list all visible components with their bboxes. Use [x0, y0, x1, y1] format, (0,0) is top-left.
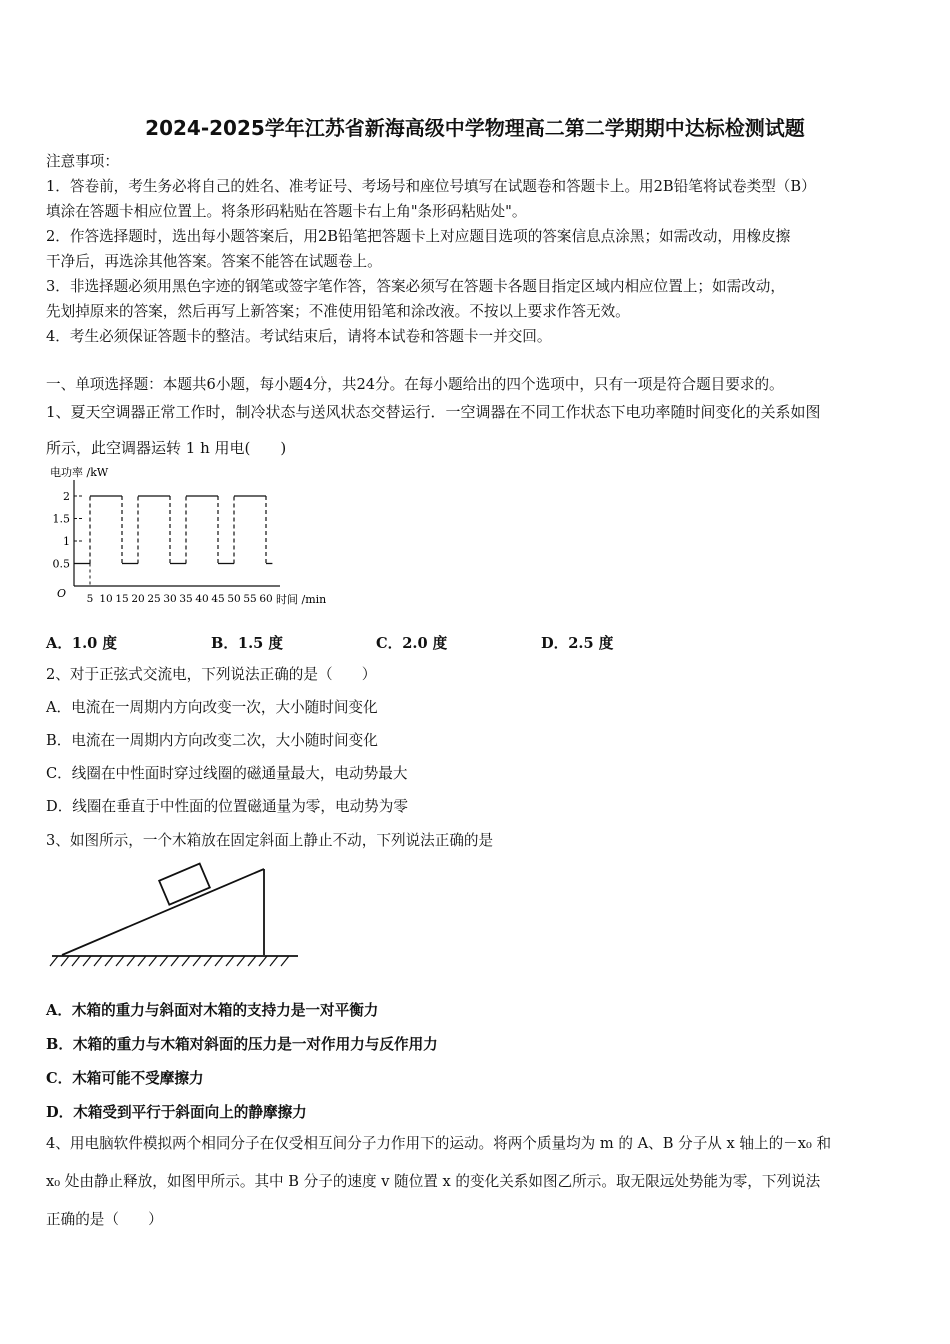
hatch-stroke [259, 956, 267, 966]
hatch-stroke [83, 956, 91, 966]
x-tick-label: 45 [211, 593, 225, 605]
hatch-stroke [226, 956, 234, 966]
q1-option-b[interactable]: B．1.5 度 [211, 635, 283, 652]
y-tick-label: 2 [63, 490, 70, 503]
q2-stem: 2、对于正弦式交流电，下列说法正确的是（ ） [46, 666, 377, 683]
x-tick-label: 5 [86, 593, 94, 605]
x-tick-label: 20 [131, 593, 145, 605]
hatch-stroke [160, 956, 168, 966]
hatch-stroke [127, 956, 135, 966]
chart-ylabel: 电功率 /kW [50, 466, 109, 479]
wooden-box [159, 864, 210, 905]
y-tick-label: 1 [63, 535, 70, 548]
x-tick-label: 50 [227, 593, 241, 605]
q3-option-b[interactable]: B．木箱的重力与木箱对斜面的压力是一对作用力与反作用力 [46, 1036, 438, 1053]
y-tick-label: 1.5 [52, 512, 70, 526]
x-tick-label: 60 [259, 593, 273, 605]
hatch-stroke [270, 956, 278, 966]
notice-line: 4．考生必须保证答题卡的整洁。考试结束后，请将本试卷和答题卡一并交回。 [46, 328, 552, 345]
notice-line: 干净后，再选涂其他答案。答案不能答在试题卷上。 [46, 253, 382, 270]
notice-line: 3．非选择题必须用黑色字迹的钢笔或签字笔作答，答案必须写在答题卡各题目指定区域内相应位置上；如需改动， [46, 278, 785, 295]
hatch-stroke [61, 956, 69, 966]
hatch-stroke [215, 956, 223, 966]
hatch-stroke [171, 956, 179, 966]
hatch-stroke [72, 956, 80, 966]
q1-option-a[interactable]: A．1.0 度 [46, 635, 117, 652]
hatch-stroke [50, 956, 58, 966]
hatch-stroke [204, 956, 212, 966]
q4-stem-line3: 正确的是（ ） [46, 1211, 163, 1228]
q2-option-c[interactable]: C．线圈在中性面时穿过线圈的磁通量最大，电动势最大 [46, 765, 408, 782]
q3-option-c[interactable]: C．木箱可能不受摩擦力 [46, 1070, 204, 1087]
hatch-stroke [248, 956, 256, 966]
x-tick-label: 40 [195, 593, 209, 605]
x-tick-label: 25 [147, 593, 161, 605]
hatch-stroke [149, 956, 157, 966]
hatch-stroke [138, 956, 146, 966]
q1-option-d[interactable]: D．2.5 度 [541, 635, 614, 652]
hatch-stroke [237, 956, 245, 966]
x-tick-label: 35 [179, 593, 193, 605]
x-tick-label: 30 [163, 593, 177, 605]
x-tick-label: 10 [99, 593, 113, 605]
q1-option-c[interactable]: C．2.0 度 [376, 635, 448, 652]
ground-hatching [50, 956, 289, 966]
q4-stem-line2: x₀ 处由静止释放，如图甲所示。其中 B 分子的速度 v 随位置 x 的变化关系如图乙所示。取无限远处势能为零，下列说法 [46, 1173, 821, 1190]
hatch-stroke [116, 956, 124, 966]
notice-heading: 注意事项： [46, 153, 119, 170]
q1-stem-line1: 1、夏天空调器正常工作时，制冷状态与送风状态交替运行．一空调器在不同工作状态下电功率随时间变化的关系如图 [46, 403, 821, 421]
hatch-stroke [182, 956, 190, 966]
q3-option-a[interactable]: A．木箱的重力与斜面对木箱的支持力是一对平衡力 [46, 1002, 379, 1019]
q2-option-a[interactable]: A．电流在一周期内方向改变一次，大小随时间变化 [46, 699, 378, 716]
hatch-stroke [281, 956, 289, 966]
hatch-stroke [193, 956, 201, 966]
notice-line: 2．作答选择题时，选出每小题答案后，用2B铅笔把答题卡上对应题目选项的答案信息点涂黑；如需改动，用橡皮擦 [46, 228, 791, 245]
x-tick-label: 55 [243, 593, 257, 605]
q2-option-d[interactable]: D．线圈在垂直于中性面的位置磁通量为零，电动势为零 [46, 798, 408, 815]
notice-line: 1．答卷前，考生务必将自己的姓名、准考证号、考场号和座位号填写在试题卷和答题卡上。用2B铅笔将试卷类型（B） [46, 178, 816, 195]
power-time-chart [44, 462, 334, 610]
chart-origin: O [57, 587, 67, 600]
x-tick-label: 15 [115, 593, 129, 605]
incline-box-figure [44, 860, 304, 975]
chart-xlabel: 时间 /min [276, 593, 327, 606]
q3-option-d[interactable]: D．木箱受到平行于斜面向上的静摩擦力 [46, 1104, 307, 1121]
page-title: 2024-2025学年江苏省新海高级中学物理高二第二学期期中达标检测试题 [145, 116, 805, 140]
section-heading: 一、单项选择题：本题共6小题，每小题4分，共24分。在每小题给出的四个选项中，只有一项是符合题目要求的。 [46, 376, 784, 393]
q3-stem: 3、如图所示，一个木箱放在固定斜面上静止不动，下列说法正确的是 [46, 832, 494, 849]
q1-stem-line2: 所示，此空调器运转 1 h 用电( ) [46, 439, 287, 457]
q4-stem-line1: 4、用电脑软件模拟两个相同分子在仅受相互间分子力作用下的运动。将两个质量均为 m 的 A、B 分子从 x 轴上的－x₀ 和 [46, 1135, 832, 1152]
notice-line: 填涂在答题卡相应位置上。将条形码粘贴在答题卡右上角"条形码粘贴处"。 [46, 203, 527, 220]
q2-option-b[interactable]: B．电流在一周期内方向改变二次，大小随时间变化 [46, 732, 378, 749]
y-tick-label: 0.5 [52, 557, 70, 571]
hatch-stroke [105, 956, 113, 966]
notice-line: 先划掉原来的答案，然后再写上新答案；不准使用铅笔和涂改液。不按以上要求作答无效。 [46, 303, 630, 320]
hatch-stroke [94, 956, 102, 966]
